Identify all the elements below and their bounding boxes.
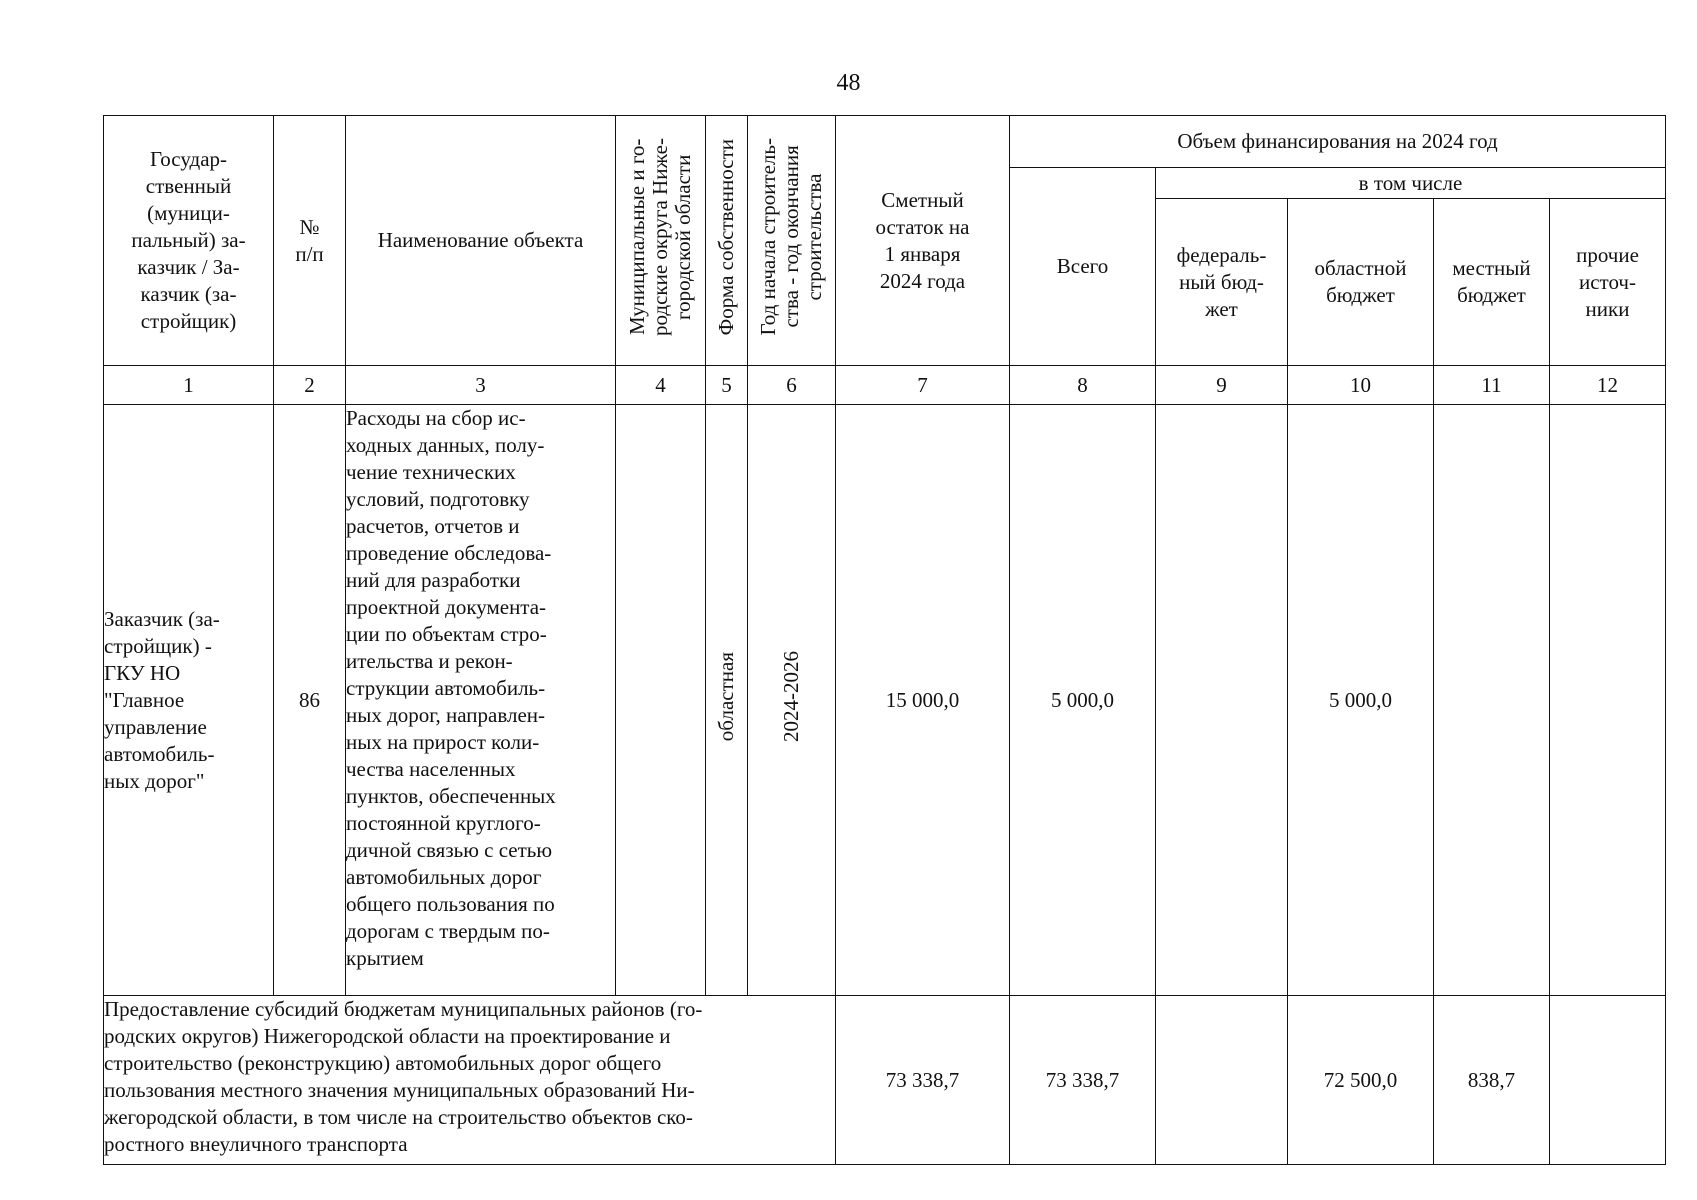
table-row	[104, 405, 1666, 996]
column-number: 3	[346, 366, 616, 405]
header-customer: Государ- ственный (муници- пальный) за- казчик / За- казчик (за- стройщик)	[104, 116, 274, 366]
header-ownership: Форма собственности	[706, 116, 748, 366]
header-estimated-balance: Сметный остаток на 1 января 2024 года	[836, 116, 1010, 366]
cell-regional: 5 000,0	[1288, 405, 1434, 996]
page-number: 48	[836, 70, 861, 96]
cell-federal	[1156, 405, 1288, 996]
cell-total: 73 338,7	[1010, 996, 1156, 1165]
header-local: местный бюджет	[1434, 199, 1550, 366]
column-number-row	[104, 366, 1666, 405]
cell-municipal-districts	[616, 405, 706, 996]
column-number: 2	[274, 366, 346, 405]
header-num: № п/п	[274, 116, 346, 366]
header-row-1	[104, 116, 1666, 168]
header-municipal-districts: Муниципальные и го- родские округа Ниже- городской области	[616, 116, 706, 366]
header-years: Год начала строитель- ства - год окончания строительства	[748, 116, 836, 366]
cell-other	[1550, 405, 1666, 996]
header-financing: Объем финансирования на 2024 год	[1010, 116, 1666, 168]
header-federal: федераль- ный бюд- жет	[1156, 199, 1288, 366]
cell-local: 838,7	[1434, 996, 1550, 1165]
column-number: 10	[1288, 366, 1434, 405]
column-number: 4	[616, 366, 706, 405]
cell-regional: 72 500,0	[1288, 996, 1434, 1165]
financing-table	[103, 115, 1666, 1165]
cell-other	[1550, 996, 1666, 1165]
cell-estimated-balance: 15 000,0	[836, 405, 1010, 996]
cell-estimated-balance: 73 338,7	[836, 996, 1010, 1165]
column-number: 1	[104, 366, 274, 405]
cell-years: 2024-2026	[748, 405, 836, 996]
column-number: 7	[836, 366, 1010, 405]
header-including: в том числе	[1156, 168, 1666, 199]
column-number: 5	[706, 366, 748, 405]
column-number: 9	[1156, 366, 1288, 405]
cell-customer: Заказчик (за- стройщик) - ГКУ НО "Главное управление автомобиль- ных дорог"	[104, 405, 274, 996]
column-number: 11	[1434, 366, 1550, 405]
cell-total: 5 000,0	[1010, 405, 1156, 996]
column-number: 8	[1010, 366, 1156, 405]
header-total: Всего	[1010, 168, 1156, 366]
subsidy-row	[104, 996, 1666, 1165]
cell-num: 86	[274, 405, 346, 996]
column-number: 12	[1550, 366, 1666, 405]
cell-object-name: Расходы на сбор ис- ходных данных, полу- чение технических условий, подготовку расчетов, отчетов и проведение обследова- ний для разработки проектной документа- ции по объектам стро- ительства и рекон- струкции автомобиль- ных дорог, направлен- ных на прирост коли- чества населенных пунктов, обеспеченных постоянной круглого- дичной связью с сетью автомобильных дорог общего пользования по дорогам с твердым по- крытием	[346, 405, 616, 996]
cell-subsidy-description: Предоставление субсидий бюджетам муниципальных районов (го- родских округов) Нижегородской области на проектирование и строительство (реконструкцию) автомобильных дорог общего пользования местного значения муниципальных образований Ни- жегородской области, в том числе на строительство объектов ско- ростного внеуличного транспорта	[104, 996, 836, 1165]
cell-local	[1434, 405, 1550, 996]
column-number: 6	[748, 366, 836, 405]
header-other: прочие источ- ники	[1550, 199, 1666, 366]
header-object-name: Наименование объекта	[346, 116, 616, 366]
cell-ownership: областная	[706, 405, 748, 996]
header-regional: областной бюджет	[1288, 199, 1434, 366]
cell-federal	[1156, 996, 1288, 1165]
